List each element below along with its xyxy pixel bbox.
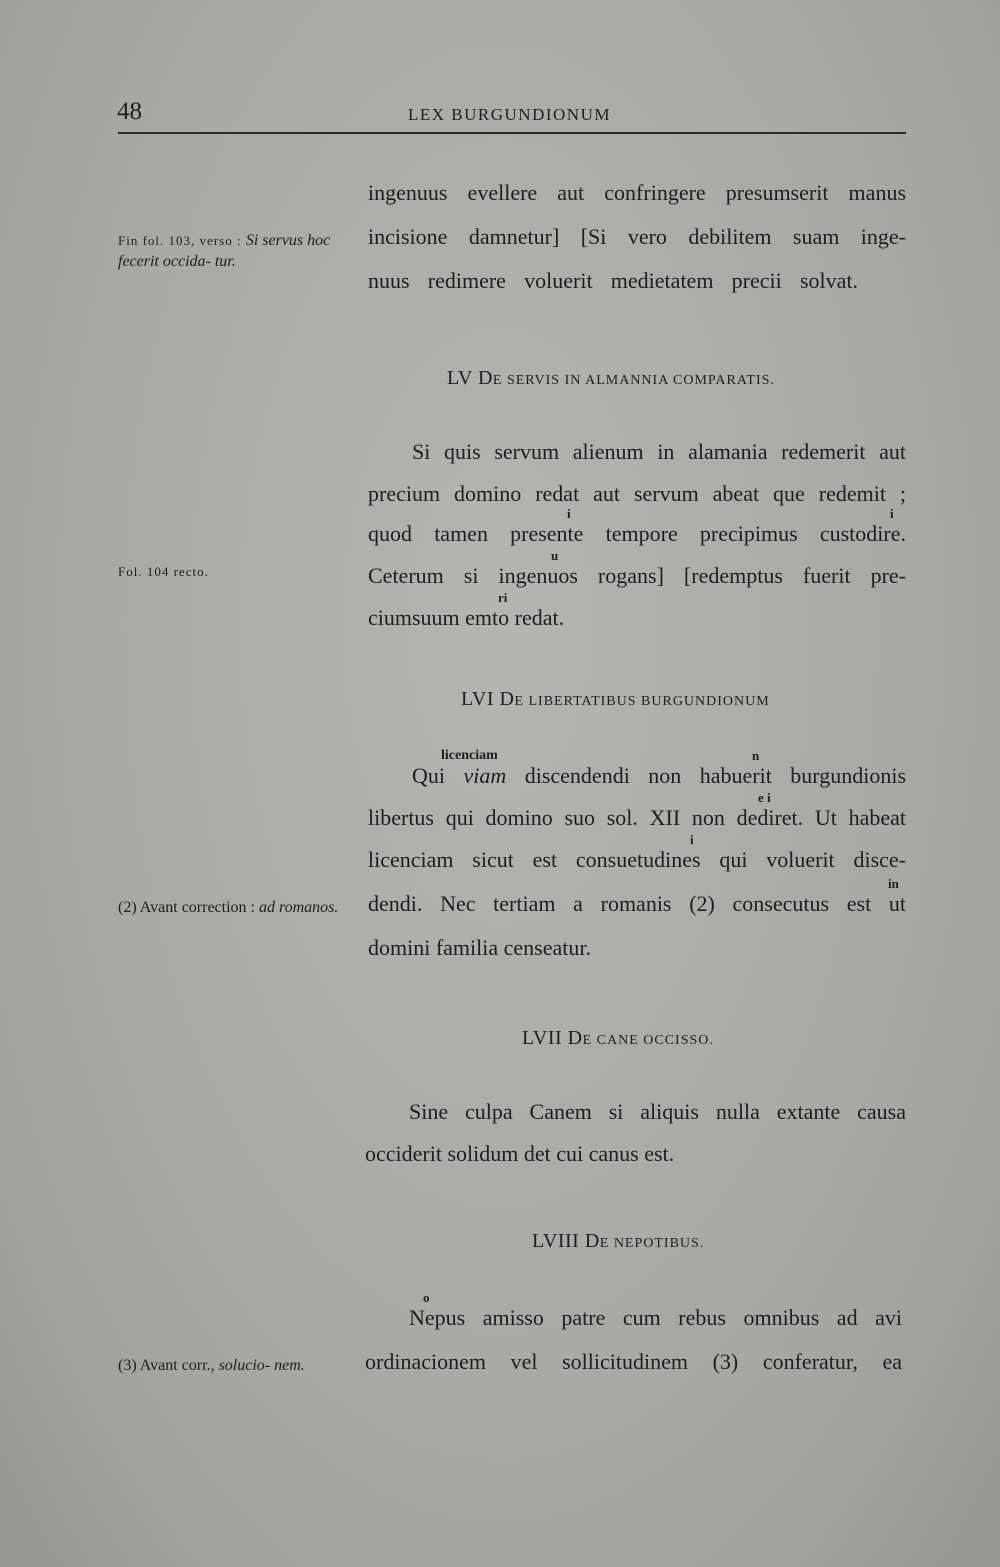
interlinear-correction: i xyxy=(567,506,571,521)
footnote-3: (3) Avant corr., solucio- nem. xyxy=(118,1357,305,1374)
text-line: domini familia censeatur. xyxy=(368,935,591,960)
interlinear-correction: o xyxy=(423,1290,430,1305)
running-title: LEX BURGUNDIONUM xyxy=(408,105,611,124)
section-heading-lvi: LVI DE LIBERTATIBUS BURGUNDIONUM xyxy=(461,688,770,710)
interlinear-correction: i xyxy=(690,832,694,847)
text-line: Nepus amisso patre cum rebus omnibus ad avi xyxy=(409,1305,902,1330)
margin-note-fol-104: Fol. 104 recto. xyxy=(118,564,209,579)
text-line: Sine culpa Canem si aliquis nulla extante causa xyxy=(409,1099,906,1124)
text-line: Ceterum si ingenuos rogans] [redemptus fuerit pre- xyxy=(368,563,906,588)
interlinear-correction: n xyxy=(752,748,760,763)
text-line: libertus qui domino suo sol. XII non dediret. Ut habeat xyxy=(368,805,906,830)
text-line: nuus redimere voluerit medietatem precii solvat. xyxy=(368,268,858,293)
text-line: Si quis servum alienum in alamania redemerit aut xyxy=(412,439,906,464)
text-line: precium domino redat aut servum abeat que redemit ; xyxy=(368,481,906,506)
text-line: ingenuus evellere aut confringere presumserit manus xyxy=(368,180,906,205)
interlinear-correction: e i xyxy=(758,790,771,805)
text-line: incisione damnetur] [Si vero debilitem suam inge- xyxy=(368,224,906,249)
section-heading-lvii: LVII DE CANE OCCISSO. xyxy=(522,1027,714,1049)
section-heading-lv: LV DE SERVIS IN ALMANNIA COMPARATIS. xyxy=(447,367,775,389)
interlinear-correction: in xyxy=(888,876,899,891)
text-line: ordinacionem vel sollicitudinem (3) conferatur, ea xyxy=(365,1349,902,1374)
text-line: Qui viam discendendi non habuerit burgundionis xyxy=(412,763,907,788)
text-line: dendi. Nec tertiam a romanis (2) consecutus est ut xyxy=(368,891,906,916)
text-line: quod tamen presente tempore precipimus custodire. xyxy=(368,521,906,546)
text-line: ciumsuum emto redat. xyxy=(368,605,565,630)
interlinear-correction: ri xyxy=(498,590,508,605)
text-line: licenciam sicut est consuetudines qui voluerit disce- xyxy=(368,847,906,872)
interlinear-correction: u xyxy=(551,548,559,563)
footnote-2: (2) Avant correction : ad romanos. xyxy=(118,899,339,916)
page-number: 48 xyxy=(117,98,142,125)
margin-note-fol-103: Fin fol. 103, verso : Si servus hoc fecerit occida- tur. xyxy=(118,232,331,270)
header-rule xyxy=(118,132,906,134)
interlinear-correction: licenciam xyxy=(441,748,498,763)
text-line: occiderit solidum det cui canus est. xyxy=(365,1141,675,1166)
section-heading-lviii: LVIII DE NEPOTIBUS. xyxy=(532,1230,705,1252)
interlinear-correction: i xyxy=(890,506,894,521)
